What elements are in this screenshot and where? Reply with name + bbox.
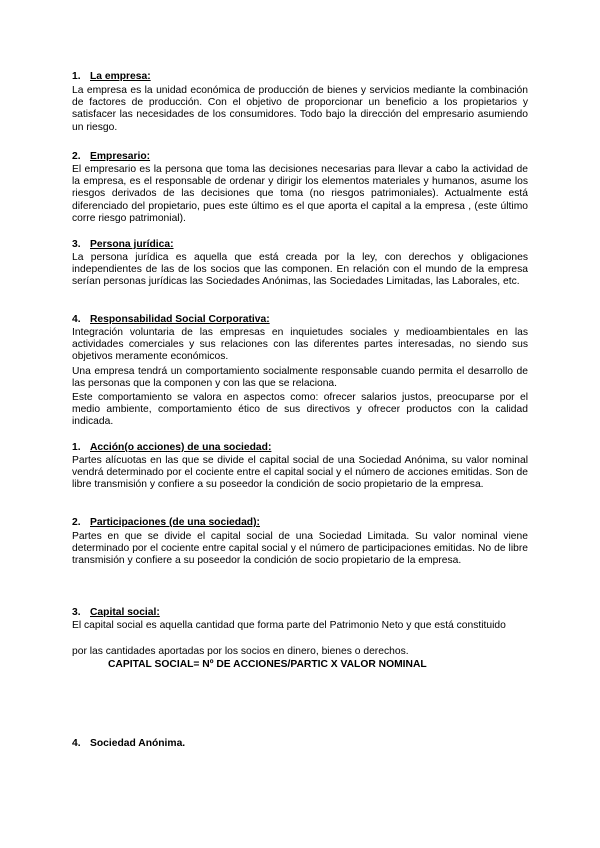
capital-social-formula: CAPITAL SOCIAL= Nº DE ACCIONES/PARTIC X VALOR NOMINAL <box>108 659 427 670</box>
section-paragraph-participaciones: Partes en que se divide el capital social de una Sociedad Limitada. Su valor nominal viene determinado por el cociente entre capital social y el número de participaciones emitidas. No de libre transmisión y confiere a su poseedor la condición de socio propietario de la empresa. <box>72 531 528 567</box>
section-paragraph-rsc-3: Este comportamiento se valora en aspectos como: ofrecer salarios justos, preocuparse por el medio ambiente, comportamiento ético de sus directivos y ofrecer productos con la calidad indicada. <box>72 392 528 428</box>
section-paragraph-capital-social-2: por las cantidades aportadas por los socios en dinero, bienes o derechos. <box>72 646 409 657</box>
section-paragraph-rsc-1: Integración voluntaria de las empresas en inquietudes sociales y medioambientales en las actividades comerciales y sus relaciones con las diferentes partes interesadas, no siendo sus objetivos meramente económicos. <box>72 327 528 363</box>
section-paragraph-empresario: El empresario es la persona que toma las decisiones necesarias para llevar a cabo la actividad de la empresa, es el responsable de ordenar y dirigir los elementos materiales y humanos, asume los riesgos derivados de las decisiones que toma (no riesgos patrimoniales). Actualmente está diferenciado del propietario, pues este último es el que aporta el capital a la empresa , (este último corre riesgo patrimonial). <box>72 164 528 224</box>
section-paragraph-la-empresa: La empresa es la unidad económica de producción de bienes y servicios mediante la combinación de factores de producción. Con el objetivo de proporcionar un beneficio a los propietarios y satisfacer las necesidades de los consumidores. Todo bajo la dirección del empresario asumiendo un riesgo. <box>72 85 528 133</box>
section-heading-rsc: 4. Responsabilidad Social Corporativa: <box>72 314 270 325</box>
section-heading-participaciones: 2. Participaciones (de una sociedad): <box>72 517 260 528</box>
section-heading-empresario: 2. Empresario: <box>72 151 151 162</box>
section-heading-persona-juridica: 3. Persona jurídica: <box>72 239 174 250</box>
section-paragraph-accion: Partes alícuotas en las que se divide el capital social de una Sociedad Anónima, su valor nominal vendrá determinado por el cociente entre el capital social y el número de acciones emitidas. Son de libre transmisión y confiere a su poseedor la condición de socio propietario de la empresa. <box>72 455 528 491</box>
section-heading-sociedad-anonima: 4. Sociedad Anónima. <box>72 738 186 749</box>
section-paragraph-persona-juridica: La persona jurídica es aquella que está creada por la ley, con derechos y obligaciones independientes de las de los socios que las componen. En relación con el mundo de la empresa serían personas jurídicas las Sociedades Anónimas, las Sociedades Limitadas, las Laborales, etc. <box>72 252 528 288</box>
section-heading-la-empresa: 1. La empresa: <box>72 71 151 82</box>
section-paragraph-rsc-2: Una empresa tendrá un comportamiento socialmente responsable cuando permita el desarrollo de las personas que la componen y con las que se relaciona. <box>72 366 528 390</box>
section-heading-capital-social: 3. Capital social: <box>72 607 160 618</box>
section-paragraph-capital-social-1: El capital social es aquella cantidad que forma parte del Patrimonio Neto y que está constituido <box>72 620 506 631</box>
section-heading-accion: 1. Acción(o acciones) de una sociedad: <box>72 442 272 453</box>
